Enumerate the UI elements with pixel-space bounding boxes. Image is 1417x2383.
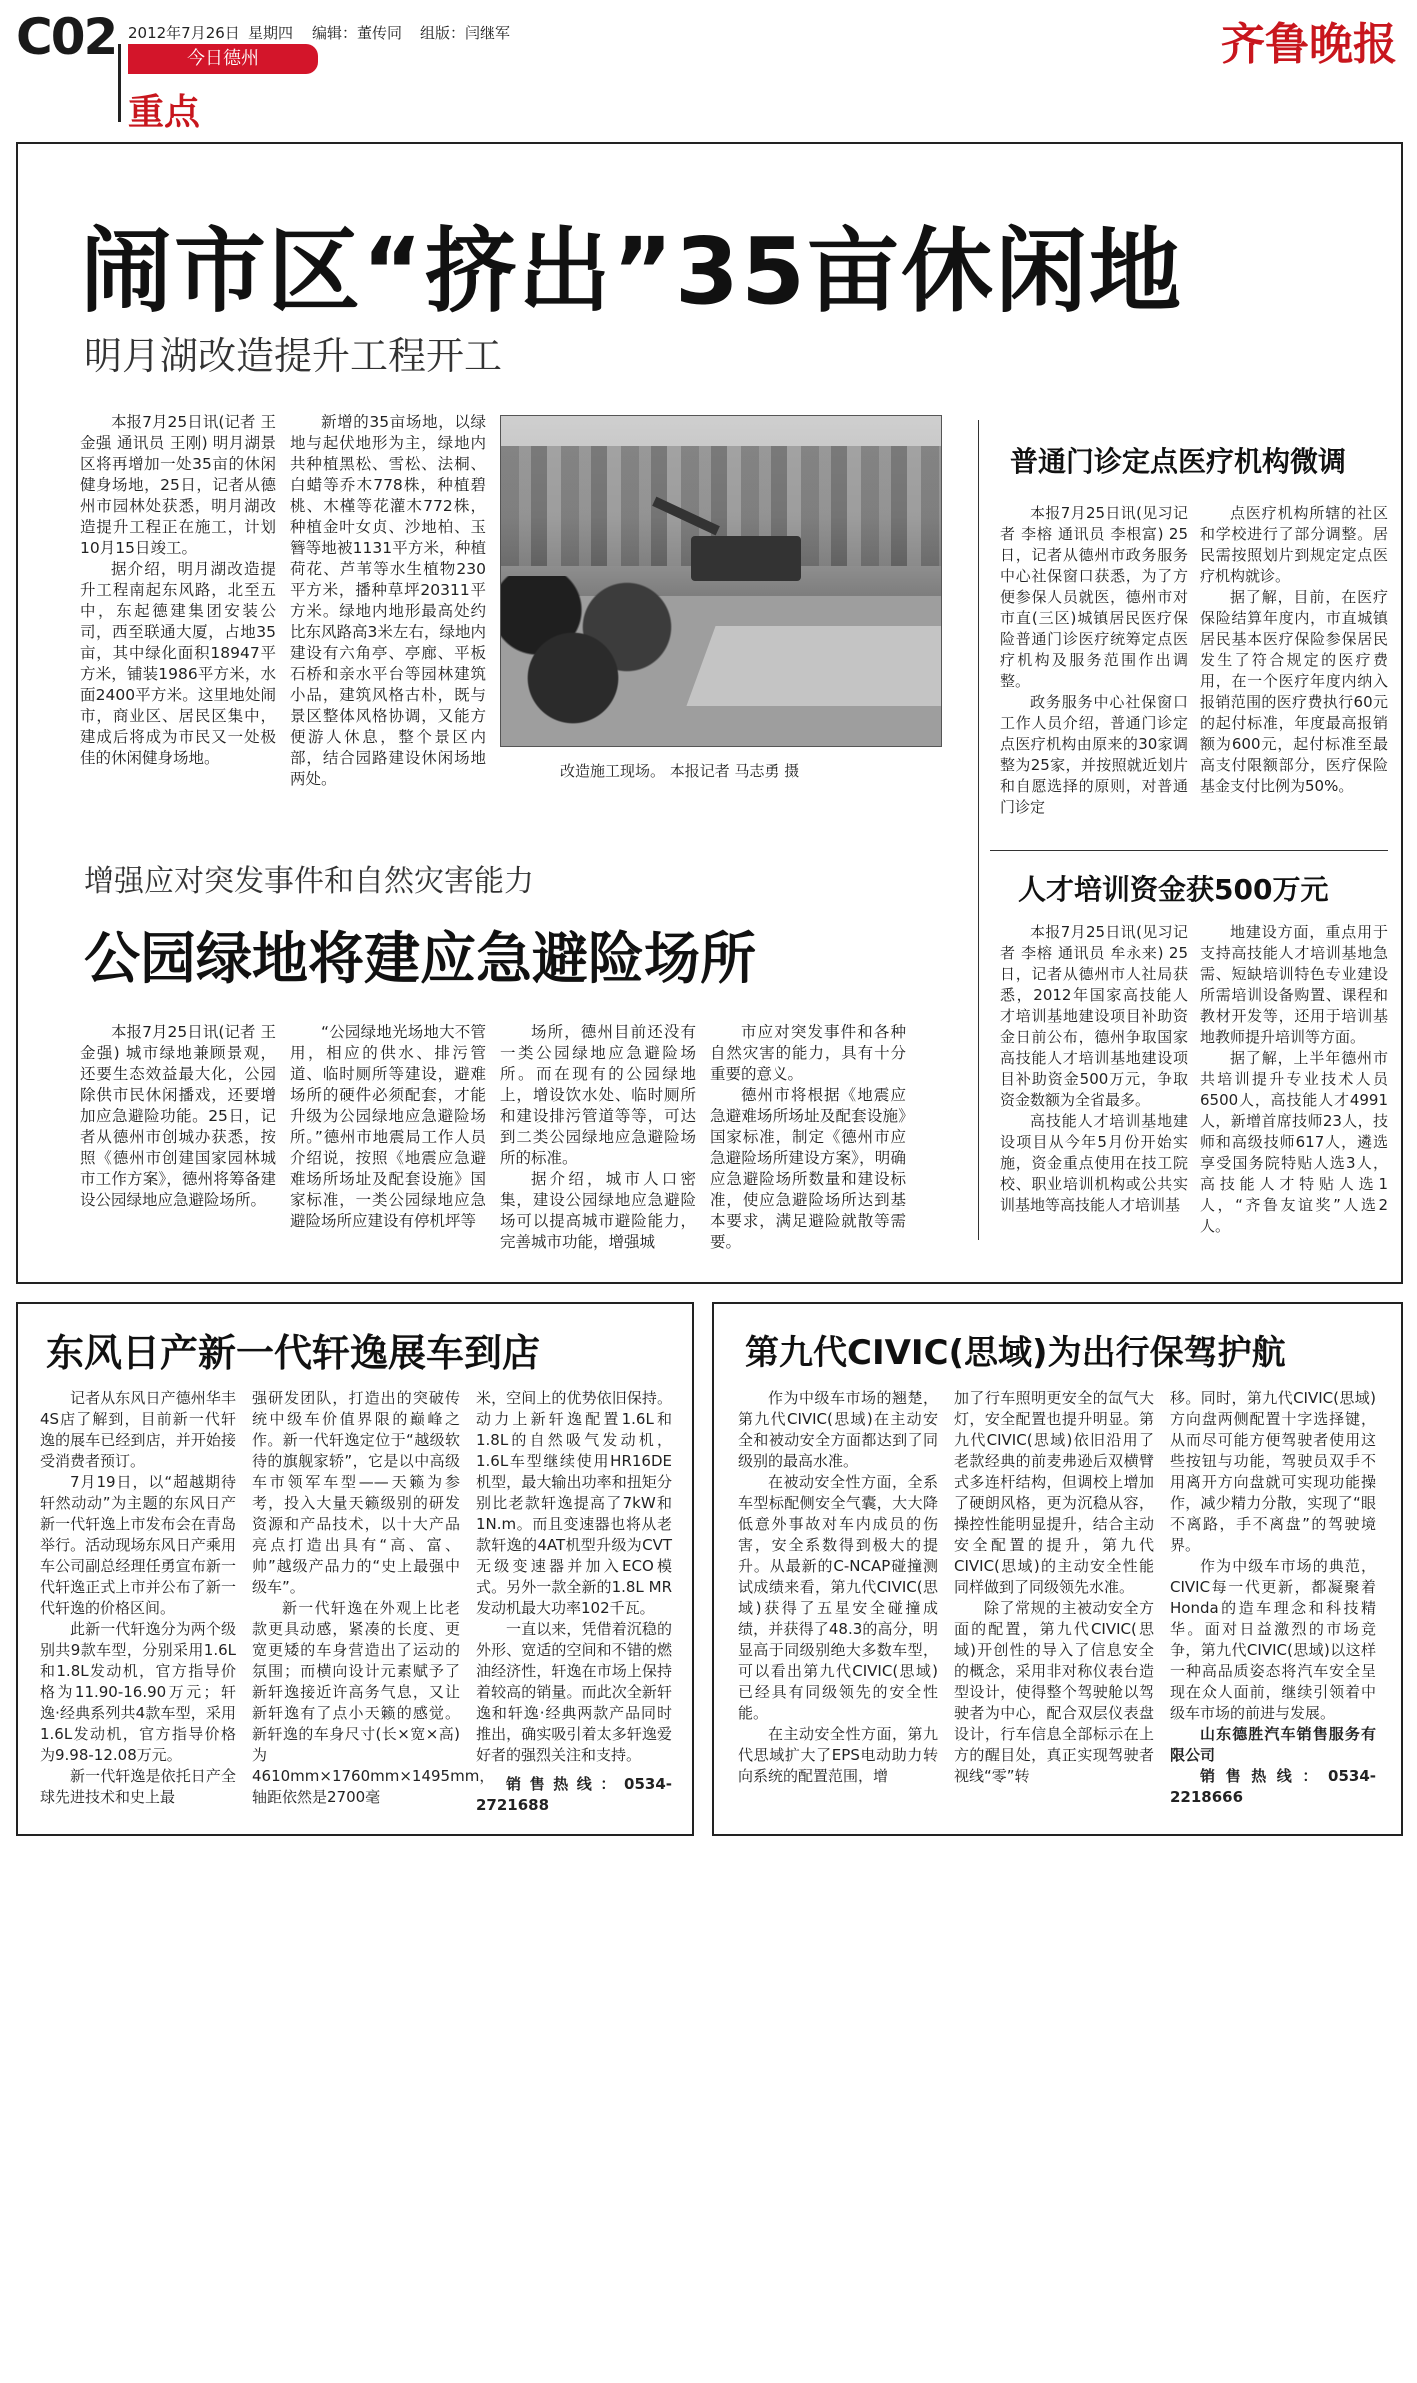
story3-paragraph: 高技能人才培训基地建设项目从今年5月份开始实施，资金重点使用在技工院校、职业培训机构或公共实训基地等高技能人才培训基 — [1000, 1112, 1188, 1214]
right-column-divider — [978, 420, 979, 1240]
story4-paragraph: 本报7月25日讯(记者 王金强) 城市绿地兼顾景观，还要生态效益最大化，公园除供市民休闲播戏，还要增加应急避险功能。25日，记者从德州市创城办获悉，按照《德州市创建国家园林城市工作方案》，德州将筹备建设公园绿地应急避险场所。 — [80, 1023, 276, 1209]
story2-column-2 — [1200, 503, 1388, 797]
construction-photo — [500, 415, 942, 747]
issue-weekday: 星期四 — [248, 24, 294, 42]
ad1-paragraph: 新一代轩逸在外观上比老款更具动感，紧凑的长度、更宽更矮的车身营造出了运动的氛围；而横向设计元素赋予了新轩逸接近许高务气息，又让新轩逸有了点小天籁的感觉。新轩逸的车身尺寸(长×宽×高)为4610mm×1760mm×1495mm，轴距依然是2700毫 — [252, 1599, 495, 1806]
story1-paragraph: 本报7月25日讯(记者 王金强 通讯员 王刚) 明月湖景区将再增加一处35亩的休闲健身场地，25日，记者从德州市园林处获悉，明月湖改造提升工程正在施工，计划10月15日竣工。 — [80, 413, 276, 557]
story2-paragraph: 本报7月25日讯(见习记者 李榕 通讯员 李根富) 25日，记者从德州市政务服务中心社保窗口获悉，为了方便参保人员就医，德州市对市直(三区)城镇居民医疗保险普通门诊医疗统筹定点医疗机构及服务范围作出调整。 — [1000, 504, 1188, 690]
story2-column-1 — [1000, 503, 1188, 818]
ad2-paragraph: 作为中级车市场的翘楚，第九代CIVIC(思域)在主动安全和被动安全方面都达到了同级别的最高水准。 — [738, 1389, 938, 1470]
photo-caption: 改造施工现场。 本报记者 马志勇 摄 — [560, 762, 800, 780]
ad1-paragraph: 新一代轩逸是依托日产全球先进技术和史上最 — [40, 1767, 236, 1806]
story4-column-1 — [80, 1022, 276, 1211]
right-column-separator — [990, 850, 1388, 851]
story2-paragraph: 据了解，目前，在医疗保险结算年度内，市直城镇居民基本医疗保险参保居民发生了符合规定的医疗费用，在一个医疗年度内纳入报销范围的医疗费执行60元的起付标准，年度最高报销额为600元，起付标准至最高支付限额部分，医疗保险基金支付比例为50%。 — [1200, 588, 1388, 795]
ad2-column-1 — [738, 1388, 938, 1787]
story2-headline: 普通门诊定点医疗机构微调 — [1010, 445, 1347, 478]
ad1-paragraph: 此新一代轩逸分为两个级别共9款车型，分别采用1.6L和1.8L发动机，官方指导价格为11.90-16.90万元；轩逸·经典系列共4款车型，采用1.6L发动机，官方指导价格为9.98-12.08万元。 — [40, 1620, 236, 1764]
ad1-hotline: 销售热线：0534-2721688 — [476, 1775, 672, 1814]
ad1-column-2 — [252, 1388, 495, 1808]
issue-date: 2012年7月26日 — [128, 24, 240, 42]
story1-headline: 闹市区“挤出”35亩休闲地 — [80, 218, 1183, 325]
ad1-column-3 — [476, 1388, 672, 1816]
story4-column-4 — [710, 1022, 906, 1253]
ad1-column-1 — [40, 1388, 236, 1808]
ad2-paragraph: 加了行车照明更安全的氙气大灯，安全配置也提升明显。第九代CIVIC(思域)依旧沿用了老款经典的前麦弗逊后双横臂式多连杆结构，但调校上增加了硬朗风格，更为沉稳从容，操控性能明显提升，结合主动安全配置的提升，第九代CIVIC(思域)的主动安全性能同样做到了同级领先水准。 — [954, 1389, 1154, 1596]
story4-paragraph: 场所，德州目前还没有一类公园绿地应急避险场所。而在现有的公园绿地上，增设饮水处、临时厕所和建设排污管道等等，可达到二类公园绿地应急避险场所的标准。 — [500, 1023, 696, 1167]
story4-paragraph: “公园绿地光场地大不管用，相应的供水、排污管道、临时厕所等建设，避难场所的硬件必须配套，才能升级为公园绿地应急避险场所。”德州市地震局工作人员介绍说，按照《地震应急避难场所场址及配套设施》国家标准，一类公园绿地应急避险场所应建设有停机坪等 — [290, 1023, 486, 1230]
story1-column-1 — [80, 412, 276, 769]
story3-headline: 人才培训资金获500万元 — [1018, 873, 1329, 906]
story4-kicker: 增强应对突发事件和自然灾害能力 — [84, 864, 534, 899]
story4-paragraph: 德州市将根据《地震应急避难场所场址及配套设施》国家标准，制定《德州市应急避险场所建设方案》，明确应急避险场所数量和建设标准，使应急避险场所达到基本要求，满足避险就散等需要。 — [710, 1086, 906, 1251]
story4-headline: 公园绿地将建应急避险场所 — [84, 927, 756, 992]
story4-column-3 — [500, 1022, 696, 1253]
story2-paragraph: 政务服务中心社保窗口工作人员介绍，普通门诊定点医疗机构由原来的30家调整为25家，并按照就近划片和自愿选择的原则，对普通门诊定 — [1000, 693, 1188, 816]
ad2-column-3 — [1170, 1388, 1376, 1808]
story3-paragraph: 本报7月25日讯(见习记者 李榕 通讯员 牟永来) 25日，记者从德州市人社局获悉，2012年国家高技能人才培训基地建设项目补助资金日前公布，德州争取国家高技能人才培训基地建设项目补助资金500万元，争取资金数额为全省最多。 — [1000, 923, 1188, 1109]
ad2-company: 山东德胜汽车销售服务有限公司 — [1170, 1725, 1376, 1764]
newspaper-brand: 齐鲁晚报 — [1221, 19, 1397, 70]
ad2-paragraph: 作为中级车市场的典范，CIVIC每一代更新，都凝聚着Honda的造车理念和科技精华。面对日益激烈的市场竞争，第九代CIVIC(思域)以这样一种高品质姿态将汽车安全呈现在众人面前，继续引领着中级车市场的前进与发展。 — [1170, 1557, 1376, 1722]
ad2-headline: 第九代CIVIC(思域)为出行保驾护航 — [745, 1333, 1286, 1373]
layout-credit: 组版：闫继军 — [420, 24, 511, 42]
section-subtitle: 重点 — [128, 92, 201, 133]
story1-paragraph: 新增的35亩场地，以绿地与起伏地形为主，绿地内共种植黑松、雪松、法桐、白蜡等乔木778株，种植碧桃、木槿等花灌木772株，种植金叶女贞、沙地柏、玉簪等地被1131平方米，种植荷花、芦苇等水生植物230平方米，播种草坪20311平方米。绿地内地形最高处约比东风路高3米左右，绿地内建设有六角亭、亭廊、平板石桥和亲水平台等园林建筑小品，建筑风格古朴，既与景区整体风格协调，又能方便游人休息，整个景区内部，结合园路建设休闲场地两处。 — [290, 413, 486, 788]
editor-credit: 编辑：董传同 — [312, 24, 403, 42]
ad2-paragraph: 移。同时，第九代CIVIC(思域)方向盘两侧配置十字选择键，从而尽可能方便驾驶者使用这些按钮与功能，驾驶员双手不用离开方向盘就可实现功能操作，减少精力分散，实现了“眼不离路，手不离盘”的驾驶境界。 — [1170, 1389, 1376, 1554]
story3-column-1 — [1000, 922, 1188, 1216]
header-divider — [118, 44, 121, 122]
story2-paragraph: 点医疗机构所辖的社区和学校进行了部分调整。居民需按照划片到规定定点医疗机构就诊。 — [1200, 504, 1388, 585]
ad1-paragraph: 强研发团队，打造出的突破传统中级车价值界限的巅峰之作。新一代轩逸定位于“越级软待的旗舰家轿”，它是以中高级车市领军车型——天籁为参考，投入大量天籁级别的研发资源和产品技术，以十大产品亮点打造出具有“高、富、帅”越级产品力的“史上最强中级车”。 — [252, 1389, 460, 1596]
ad2-column-2 — [954, 1388, 1154, 1787]
ad1-paragraph: 一直以来，凭借着沉稳的外形、宽适的空间和不错的燃油经济性，轩逸在市场上保持着较高的销量。而此次全新轩逸和轩逸·经典两款产品同时推出，确实吸引着太多轩逸爱好者的强烈关注和支持。 — [476, 1620, 672, 1764]
story1-subtitle: 明月湖改造提升工程开工 — [84, 334, 503, 378]
ad2-paragraph: 在主动安全性方面，第九代思域扩大了EPS电动助力转向系统的配置范围，增 — [738, 1725, 938, 1785]
story4-paragraph: 市应对突发事件和各种自然灾害的能力，具有十分重要的意义。 — [710, 1023, 906, 1083]
story3-paragraph: 据了解，上半年德州市共培训提升专业技术人员6500人，高技能人才4991人，新增首席技师23人，技师和高级技师617人，遴选享受国务院特贴人选3人，高技能人才特贴人选1人，“齐鲁友谊奖”人选2人。 — [1200, 1049, 1388, 1235]
ad1-paragraph: 7月19日，以“超越期待 轩然动动”为主题的东风日产新一代轩逸上市发布会在青岛举行。活动现场东风日产乘用车公司副总经理任勇宣布新一代轩逸正式上市并公布了新一代轩逸的价格区间。 — [40, 1473, 236, 1617]
story3-column-2 — [1200, 922, 1388, 1237]
story1-paragraph: 据介绍，明月湖改造提升工程南起东风路，北至五中，东起德建集团安装公司，西至联通大厦，占地35亩，其中绿化面积18947平方米，铺装1986平方米，水面2400平方米。这里地处闹市，商业区、居民区集中，建成后将成为市民又一处极佳的休闲健身场地。 — [80, 560, 276, 767]
ad1-paragraph: 记者从东风日产德州华丰4S店了解到，目前新一代轩逸的展车已经到店，并开始接受消费者预订。 — [40, 1389, 236, 1470]
story1-column-2 — [290, 412, 486, 790]
page-code: C02 — [16, 8, 117, 66]
story3-paragraph: 地建设方面，重点用于支持高技能人才培训基地急需、短缺培训特色专业建设所需培训设备购置、课程和教材开发等，还用于培训基地教师提升培训等方面。 — [1200, 923, 1388, 1046]
ad2-paragraph: 除了常规的主被动安全方面的配置，第九代CIVIC(思域)开创性的导入了信息安全的概念，采用非对称仪表台造型设计，使得整个驾驶舱以驾驶者为中心，配合双层仪表盘设计，行车信息全部标示在上方的醒目处，真正实现驾驶者视线“零”转 — [954, 1599, 1154, 1785]
story4-column-2 — [290, 1022, 486, 1232]
ad2-hotline: 销售热线：0534-2218666 — [1170, 1767, 1376, 1806]
ad1-paragraph: 米，空间上的优势依旧保持。动力上新轩逸配置1.6L和1.8L的自然吸气发动机，1.6L车型继续使用HR16DE机型，最大输出功率和扭矩分别比老款轩逸提高了7kW和1N.m。而且变速器也将从老款轩逸的4AT机型升级为CVT无级变速器并加入ECO模式。另外一款全新的1.8L MR发动机最大功率102千瓦。 — [476, 1389, 672, 1617]
ad1-headline: 东风日产新一代轩逸展车到店 — [46, 1331, 541, 1375]
ad2-paragraph: 在被动安全性方面，全系车型标配侧安全气囊，大大降低意外事故对车内成员的伤害，安全系数得到极大的提升。从最新的C-NCAP碰撞测试成绩来看，第九代CIVIC(思域)获得了五星安全碰撞成绩，并获得了48.3的高分，明显高于同级别绝大多数车型，可以看出第九代CIVIC(思域)已经具有同级领先的安全性能。 — [738, 1473, 938, 1722]
story4-paragraph: 据介绍，城市人口密集，建设公园绿地应急避险场可以提高城市避险能力，完善城市功能，增强城 — [500, 1170, 696, 1251]
section-bar: 今日德州 — [128, 44, 318, 74]
